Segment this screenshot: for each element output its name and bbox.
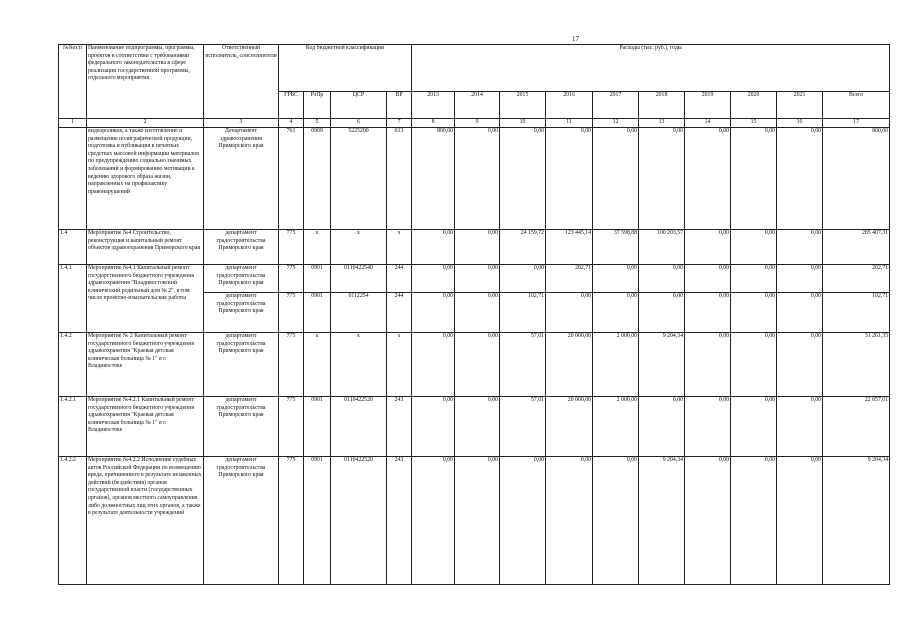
amount-cell: 0,00 xyxy=(639,128,685,230)
column-number: 2 xyxy=(87,119,204,128)
amount-cell: 0,00 xyxy=(777,457,823,585)
row-name: Мероприятие № 2 Капитальный ремонт государственного бюджетного учреждения здравоохранения "Краевая детская клиническая больница № 1" в г. Владивостоке xyxy=(87,333,204,397)
vr-cell: 244 xyxy=(387,265,412,293)
amount-cell: 202,71 xyxy=(546,265,593,293)
amount-cell: 0,00 xyxy=(455,128,500,230)
amount-cell: 24 159,72 xyxy=(500,230,546,265)
amount-cell: 0,00 xyxy=(455,230,500,265)
header-year-2020: 2020 xyxy=(731,92,777,119)
header-expenses: Расходы (тыс. руб.), годы xyxy=(412,45,890,92)
amount-cell: 0,00 xyxy=(500,128,546,230)
amount-cell: 0,00 xyxy=(639,293,685,333)
amount-cell: 0,00 xyxy=(412,333,455,397)
column-number: 5 xyxy=(304,119,331,128)
amount-cell: 0,00 xyxy=(731,333,777,397)
csr-cell: 0110422520 xyxy=(331,397,387,457)
row-number: 1.4.2.2 xyxy=(59,457,87,585)
table-row xyxy=(59,265,890,293)
amount-cell: 0,00 xyxy=(546,457,593,585)
amount-cell: 0,00 xyxy=(777,293,823,333)
amount-cell: 0,00 xyxy=(455,457,500,585)
amount-cell: 20 000,00 xyxy=(546,333,593,397)
amount-cell: 37 598,88 xyxy=(593,230,639,265)
rzpr-cell: 0901 xyxy=(304,265,331,293)
header-row-top xyxy=(59,45,890,92)
column-number: 6 xyxy=(331,119,387,128)
table-row xyxy=(59,333,890,397)
grbs-cell: 775 xyxy=(279,265,304,293)
row-name: Мероприятие №4.2.1 Капитальный ремонт государственного бюджетного учреждения здравоохранения "Краевая детская клиническая больница № 1" в г. Владивостоке xyxy=(87,397,204,457)
amount-cell: 0,00 xyxy=(593,128,639,230)
amount-cell: 102,71 xyxy=(500,293,546,333)
column-number: 10 xyxy=(500,119,546,128)
amount-cell: 123 445,14 xyxy=(546,230,593,265)
row-name: видеороликов, а также изготовление и размещение полиграфической продукции, подготовка и публикация в печатных средствах массовой информации материалов по предупреждению социально значимых заболеваний и формированию мотивации к ведению здорового образа жизни, направленных на профилактику правонарушений xyxy=(87,128,204,230)
header-executor: Ответственный исполнитель, соисполнители xyxy=(204,45,279,119)
amount-cell: 0,00 xyxy=(777,230,823,265)
amount-cell: 0,00 xyxy=(777,265,823,293)
amount-cell: 0,00 xyxy=(731,265,777,293)
amount-cell: 9 204,34 xyxy=(639,457,685,585)
amount-cell: 0,00 xyxy=(455,293,500,333)
amount-cell: 0,00 xyxy=(593,265,639,293)
amount-cell: 22 057,01 xyxy=(823,397,890,457)
amount-cell: 0,00 xyxy=(777,333,823,397)
csr-cell: х xyxy=(331,230,387,265)
amount-cell: 57,01 xyxy=(500,333,546,397)
rzpr-cell: х xyxy=(304,230,331,265)
amount-cell: 0,00 xyxy=(412,293,455,333)
amount-cell: 0,00 xyxy=(685,457,731,585)
vr-cell: х xyxy=(387,230,412,265)
column-number: 7 xyxy=(387,119,412,128)
header-grbs: ГРБС xyxy=(279,92,304,119)
table-row xyxy=(59,128,890,230)
amount-cell: 285 407,31 xyxy=(823,230,890,265)
amount-cell: 0,00 xyxy=(412,265,455,293)
header-rzpr: РзПр xyxy=(304,92,331,119)
header-year-2018: 2018 xyxy=(639,92,685,119)
table-row xyxy=(59,230,890,265)
header-year-2013: 2013 xyxy=(412,92,455,119)
header-year-2015: 2015 xyxy=(500,92,546,119)
row-name: Мероприятие №4.1 Капитальный ремонт государственного бюджетного учреждения здравоохранения "Владивостокский клинический родильный дом № 2", в том числе проектно-изыскательские работы xyxy=(87,265,204,333)
amount-cell: 0,00 xyxy=(639,265,685,293)
header-year-2019: 2019 xyxy=(685,92,731,119)
row-executor: департамент градостроительства Приморского края xyxy=(204,397,279,457)
amount-cell: 0,00 xyxy=(685,397,731,457)
column-number: 13 xyxy=(639,119,685,128)
column-number: 15 xyxy=(731,119,777,128)
amount-cell: 0,00 xyxy=(500,457,546,585)
amount-cell: 0,00 xyxy=(685,265,731,293)
amount-cell: 0,00 xyxy=(731,128,777,230)
amount-cell: 100 203,57 xyxy=(639,230,685,265)
amount-cell: 0,00 xyxy=(593,293,639,333)
amount-cell: 0,00 xyxy=(731,457,777,585)
vr-cell: 243 xyxy=(387,397,412,457)
amount-cell: 9 204,34 xyxy=(639,333,685,397)
table-row xyxy=(59,457,890,585)
row-executor: департамент градостроительства Приморского края xyxy=(204,457,279,585)
amount-cell: 800,00 xyxy=(412,128,455,230)
grbs-cell: 761 xyxy=(279,128,304,230)
rzpr-cell: 0901 xyxy=(304,397,331,457)
column-number: 11 xyxy=(546,119,593,128)
amount-cell: 0,00 xyxy=(412,457,455,585)
csr-cell: 0110422540 xyxy=(331,265,387,293)
column-number: 16 xyxy=(777,119,823,128)
column-number: 8 xyxy=(412,119,455,128)
header-kbk: Код бюджетной классификации xyxy=(279,45,412,92)
row-executor: департамент градостроительства Приморского края xyxy=(204,265,279,293)
row-number: 1.4.1 xyxy=(59,265,87,333)
column-number: 4 xyxy=(279,119,304,128)
column-number: 1 xyxy=(59,119,87,128)
header-num: №№п/п xyxy=(59,45,87,119)
header-name: Наименование подпрограммы, программы, проектов в соответствии с требованиями федерального законодательства в сфере реализации государственной программы, отдельного мероприятия xyxy=(87,45,204,119)
rzpr-cell: х xyxy=(304,333,331,397)
budget-table xyxy=(58,44,890,585)
grbs-cell: 775 xyxy=(279,293,304,333)
amount-cell: 0,00 xyxy=(455,397,500,457)
amount-cell: 0,00 xyxy=(685,333,731,397)
row-executor: департамент градостроительства Приморского края xyxy=(204,293,279,333)
column-number: 17 xyxy=(823,119,890,128)
row-executor: департамент градостроительства Приморского края xyxy=(204,230,279,265)
header-year-2021: 2021 xyxy=(777,92,823,119)
amount-cell: 9 204,34 xyxy=(823,457,890,585)
amount-cell: 0,00 xyxy=(593,457,639,585)
amount-cell: 0,00 xyxy=(685,230,731,265)
amount-cell: 0,00 xyxy=(685,128,731,230)
amount-cell: 31 261,35 xyxy=(823,333,890,397)
row-executor: департамент градостроительства Приморского края xyxy=(204,333,279,397)
vr-cell: 244 xyxy=(387,293,412,333)
csr-cell: 5225200 xyxy=(331,128,387,230)
page-number: 17 xyxy=(572,35,579,43)
amount-cell: 202,71 xyxy=(823,265,890,293)
amount-cell: 2 000,00 xyxy=(593,333,639,397)
row-number: 1.4.2.1 xyxy=(59,397,87,457)
amount-cell: 0,00 xyxy=(412,397,455,457)
amount-cell: 0,00 xyxy=(777,397,823,457)
csr-cell: х xyxy=(331,333,387,397)
rzpr-cell: 0901 xyxy=(304,293,331,333)
column-number: 9 xyxy=(455,119,500,128)
amount-cell: 0,00 xyxy=(731,397,777,457)
header-year-2017: 2017 xyxy=(593,92,639,119)
row-number xyxy=(59,128,87,230)
header-csr: ЦСР xyxy=(331,92,387,119)
rzpr-cell: 0901 xyxy=(304,457,331,585)
header-total: Всего xyxy=(823,92,890,119)
amount-cell: 0,00 xyxy=(731,230,777,265)
column-number-row xyxy=(59,119,890,128)
amount-cell: 0,00 xyxy=(500,265,546,293)
amount-cell: 2 000,00 xyxy=(593,397,639,457)
grbs-cell: 775 xyxy=(279,397,304,457)
rzpr-cell: 0909 xyxy=(304,128,331,230)
grbs-cell: 775 xyxy=(279,230,304,265)
column-number: 14 xyxy=(685,119,731,128)
row-number: 1.4.2 xyxy=(59,333,87,397)
row-name: Мероприятие №4 Строительство, реконструкция и капитальный ремонт объектов здравоохранения Приморского края xyxy=(87,230,204,265)
row-number: 1.4 xyxy=(59,230,87,265)
column-number: 3 xyxy=(204,119,279,128)
header-vr: ВР xyxy=(387,92,412,119)
vr-cell: х xyxy=(387,333,412,397)
amount-cell: 0,00 xyxy=(639,397,685,457)
csr-cell: 0110422520 xyxy=(331,457,387,585)
header-year-2016: 2016 xyxy=(546,92,593,119)
amount-cell: 0,00 xyxy=(546,293,593,333)
grbs-cell: 775 xyxy=(279,457,304,585)
vr-cell: 243 xyxy=(387,457,412,585)
vr-cell: 013 xyxy=(387,128,412,230)
amount-cell: 800,00 xyxy=(823,128,890,230)
amount-cell: 0,00 xyxy=(685,293,731,333)
column-number: 12 xyxy=(593,119,639,128)
row-name: Мероприятие №4.2.2 Исполнение судебных актов Российской Федерации по возмещению вреда, причиненного в результате незаконных действий (бездействия) органов государственной власти (государственных органов), органов местного самоуправления либо должностных лиц этих органов, а также в результате деятельности учреждений xyxy=(87,457,204,585)
amount-cell: 57,01 xyxy=(500,397,546,457)
header-year-2014: 2014 xyxy=(455,92,500,119)
amount-cell: 0,00 xyxy=(777,128,823,230)
amount-cell: 0,00 xyxy=(546,128,593,230)
amount-cell: 0,00 xyxy=(731,293,777,333)
amount-cell: 20 000,00 xyxy=(546,397,593,457)
csr-cell: 0112254 xyxy=(331,293,387,333)
grbs-cell: 775 xyxy=(279,333,304,397)
row-executor: Департамент здравоохранения Приморского края xyxy=(204,128,279,230)
amount-cell: 0,00 xyxy=(455,265,500,293)
amount-cell: 102,71 xyxy=(823,293,890,333)
amount-cell: 0,00 xyxy=(455,333,500,397)
table-row xyxy=(59,397,890,457)
amount-cell: 0,00 xyxy=(412,230,455,265)
